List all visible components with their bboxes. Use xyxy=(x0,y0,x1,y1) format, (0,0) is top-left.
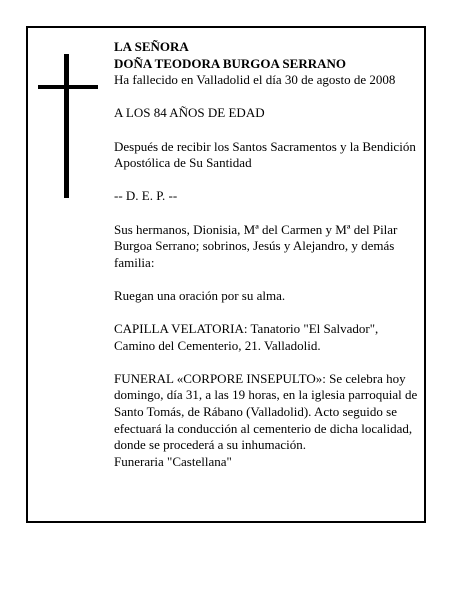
family-line: Sus hermanos, Dionisia, Mª del Carmen y Mª del Pilar Burgoa Serrano; sobrinos, Jesús y Alejandro, y demás familia: xyxy=(114,221,398,270)
deceased-name: DOÑA TEODORA BURGOA SERRANO xyxy=(114,55,346,71)
sacraments-line: Después de recibir los Santos Sacramentos y la Bendición Apostólica de Su Santidad xyxy=(114,138,416,171)
chapel-line: CAPILLA VELATORIA: Tanatorio "El Salvador", Camino del Cementerio, 21. Valladolid. xyxy=(114,321,379,353)
cross-icon xyxy=(64,54,69,198)
notice-title: LA SEÑORA xyxy=(114,39,189,54)
rip-line: -- D. E. P. -- xyxy=(114,188,178,204)
death-line: Ha fallecido en Valladolid el día 30 de agosto de 2008 xyxy=(114,72,396,88)
cross-icon-bar xyxy=(38,85,98,89)
prayer-line: Ruegan una oración por su alma. xyxy=(114,287,286,303)
funeral-line: FUNERAL «CORPORE INSEPULTO»: Se celebra hoy domingo, día 31, a las 19 horas, en la iglesia parroquial de Santo Tomás, de Rábano (Valladolid). Acto seguido se efectuará la conducción al cementerio de dicha localidad, donde se procederá a su inhumación. xyxy=(114,370,418,453)
funeral-home-line: Funeraria "Castellana" xyxy=(114,453,232,469)
age-line: A LOS 84 AÑOS DE EDAD xyxy=(114,105,265,121)
obituary-text xyxy=(114,39,422,470)
